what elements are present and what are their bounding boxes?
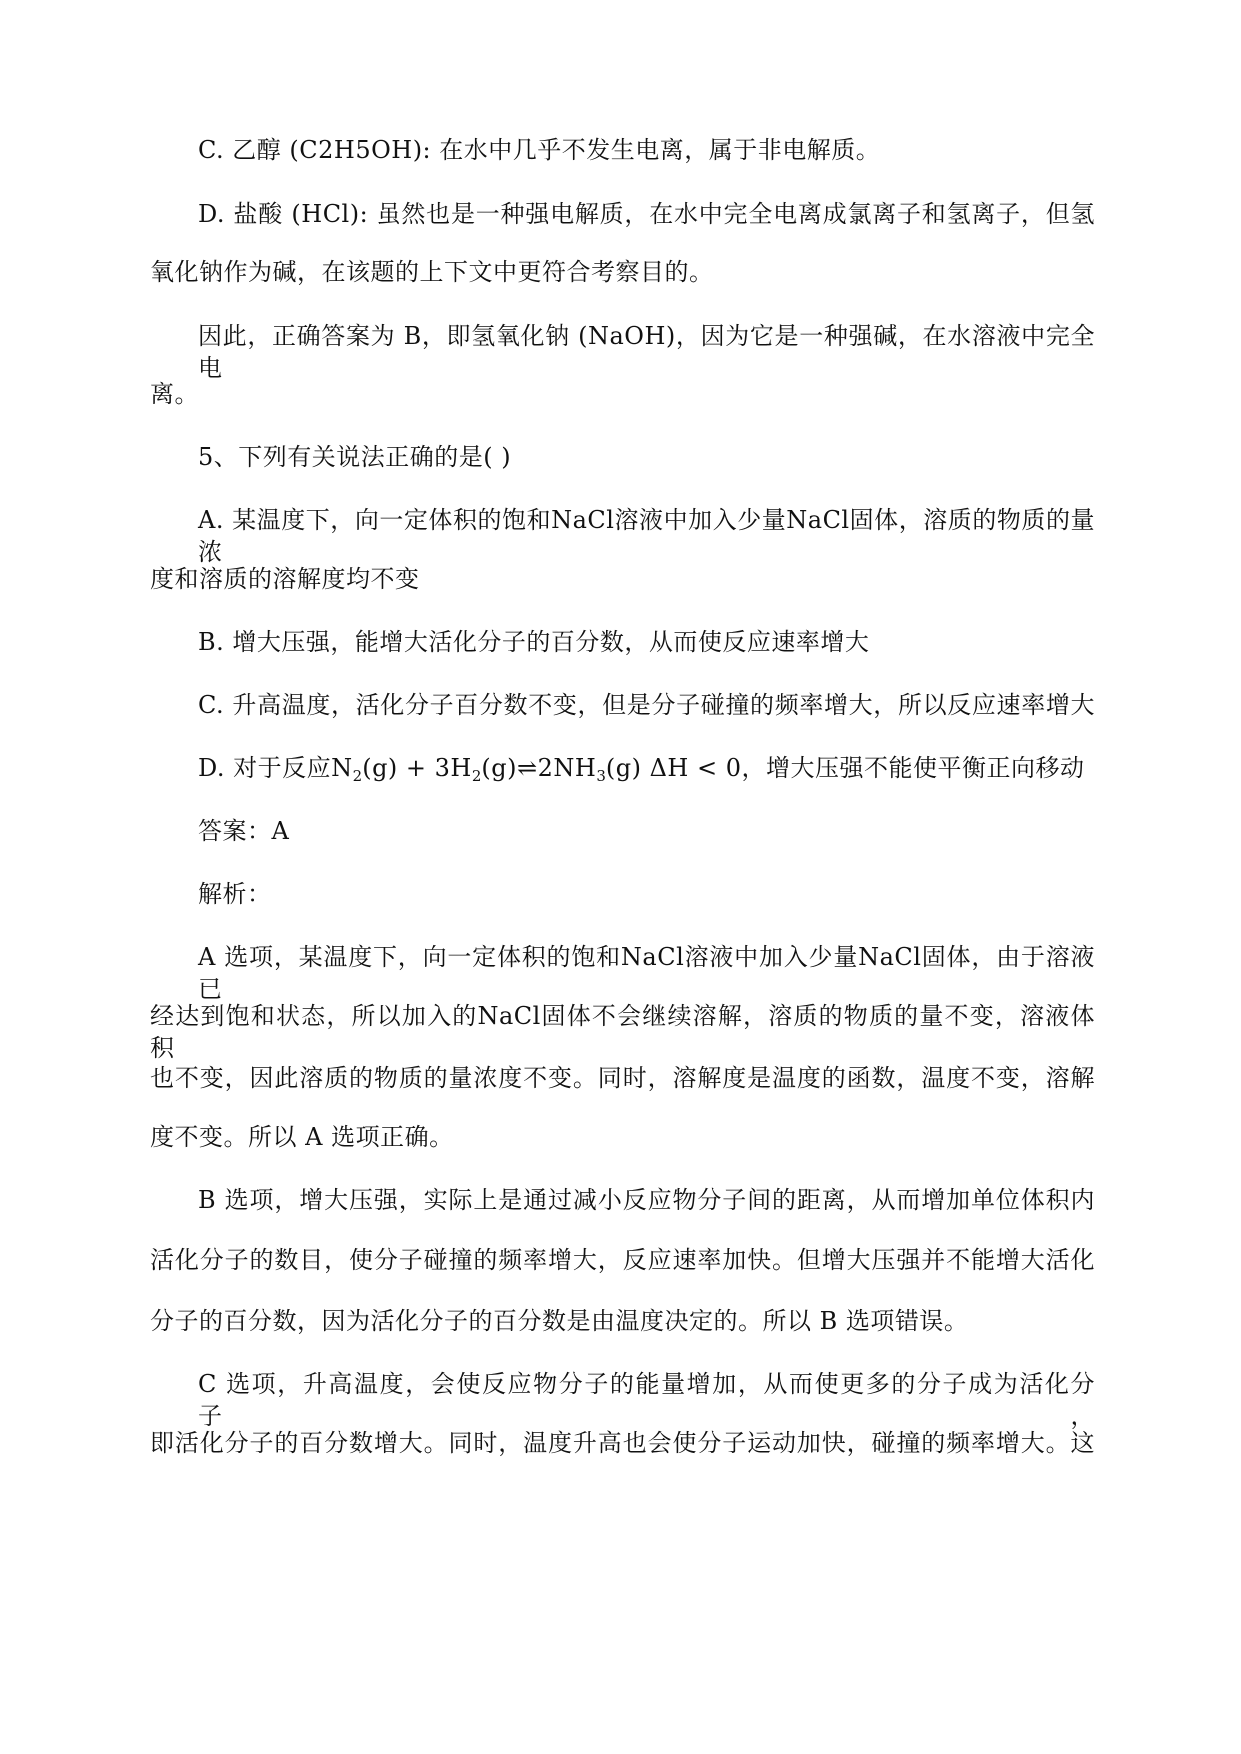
paragraph-line: 离。	[150, 380, 199, 408]
question-title: 5、下列有关说法正确的是( )	[198, 443, 512, 471]
option-d-suffix: (g) ΔH < 0，增大压强不能使平衡正向移动	[605, 754, 1085, 782]
option-b: B. 增大压强，能增大活化分子的百分数，从而使反应速率增大	[198, 628, 870, 656]
paragraph-line: 活化分子的数目，使分子碰撞的频率增大，反应速率加快。但增大压强并不能增大活化	[150, 1246, 1095, 1274]
option-d	[198, 752, 1095, 792]
option-a: A. 某温度下，向一定体积的饱和NaCl溶液中加入少量NaCl固体，溶质的物质的量浓	[198, 506, 1095, 566]
option-d-mid1: (g) + 3H	[362, 754, 472, 782]
subscript-n2: 2	[352, 767, 363, 785]
paragraph-line: C. 乙醇 (C2H5OH): 在水中几乎不发生电离，属于非电解质。	[198, 136, 881, 164]
option-c: C. 升高温度，活化分子百分数不变，但是分子碰撞的频率增大，所以反应速率增大	[198, 691, 1095, 719]
subscript-nh3: 3	[596, 767, 606, 785]
option-d-mid2: (g)⇌2NH	[481, 754, 597, 782]
paragraph-line: 经达到饱和状态，所以加入的NaCl固体不会继续溶解，溶质的物质的量不变，溶液体积	[150, 1002, 1095, 1062]
paragraph-line: B 选项，增大压强，实际上是通过减小反应物分子间的距离，从而增加单位体积内	[198, 1186, 1095, 1214]
option-a-continued: 度和溶质的溶解度均不变	[150, 565, 420, 593]
paragraph-line: 分子的百分数，因为活化分子的百分数是由温度决定的。所以 B 选项错误。	[150, 1307, 969, 1335]
answer-line: 答案：A	[198, 817, 290, 845]
paragraph-line: 度不变。所以 A 选项正确。	[150, 1123, 454, 1151]
paragraph-line: A 选项，某温度下，向一定体积的饱和NaCl溶液中加入少量NaCl固体，由于溶液已	[198, 943, 1095, 1003]
subscript-h2: 2	[471, 767, 482, 785]
option-d-prefix: D. 对于反应N	[198, 754, 353, 782]
analysis-heading: 解析：	[198, 880, 272, 908]
paragraph-line: D. 盐酸 (HCl): 虽然也是一种强电解质，在水中完全电离成氯离子和氢离子，但氢	[198, 200, 1095, 228]
paragraph-line: 也不变，因此溶质的物质的量浓度不变。同时，溶解度是温度的函数，温度不变，溶解	[150, 1064, 1095, 1092]
paragraph-line: 因此，正确答案为 B，即氢氧化钠 (NaOH)，因为它是一种强碱，在水溶液中完全电	[198, 322, 1095, 382]
paragraph-line: 氧化钠作为碱，在该题的上下文中更符合考察目的。	[150, 258, 714, 286]
paragraph-line: C 选项，升高温度，会使反应物分子的能量增加，从而使更多的分子成为活化分子，	[198, 1370, 1095, 1430]
paragraph-line: 即活化分子的百分数增大。同时，温度升高也会使分子运动加快，碰撞的频率增大。这	[150, 1429, 1095, 1457]
